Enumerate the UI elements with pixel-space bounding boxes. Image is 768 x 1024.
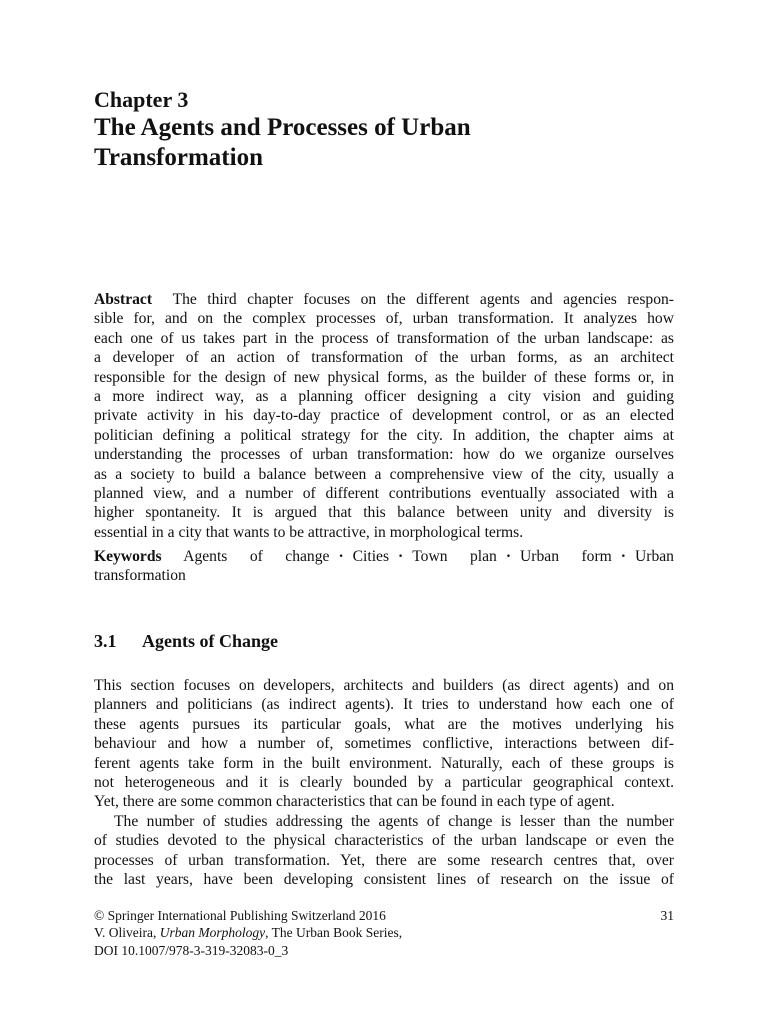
abstract-line: each one of us takes part in the process of transformation of the urban landscape: as <box>94 329 674 347</box>
abstract-heading: Abstract <box>94 291 153 308</box>
body-line: these agents pursues its particular goals, what are the motives underlying his <box>94 715 674 733</box>
footer <box>94 907 674 959</box>
abstract <box>94 290 674 542</box>
paragraph <box>94 676 674 812</box>
keyword-separator: · <box>398 548 404 565</box>
page-number: 31 <box>660 908 674 923</box>
body-line: This section focuses on developers, architects and builders (as direct agents) and on <box>94 677 674 694</box>
abstract-line: politician defining a political strategy for the city. In addition, the chapter aims at <box>94 426 674 444</box>
abstract-line: planned view, and a number of different contributions eventually associated with a <box>94 485 674 503</box>
body-line: Yet, there are some common characteristics that can be found in each type of agent. <box>94 793 615 811</box>
abstract-line: a more indirect way, as a planning officer designing a city vision and guiding <box>94 388 674 406</box>
book-title: Urban Morphology <box>159 925 266 941</box>
doi: DOI 10.1007/978-3-319-32083-0_3 <box>94 942 289 958</box>
keywords-heading: Keywords <box>94 548 162 565</box>
section-number: 3.1 <box>94 631 117 651</box>
body-line: behaviour and how a number of, sometimes conflictive, interactions between dif- <box>94 735 674 753</box>
keyword-item: Town plan <box>412 548 497 565</box>
citation: V. Oliveira, Urban Morphology, The Urban Book Series, <box>94 925 403 941</box>
keyword-item: Urban form <box>520 548 612 565</box>
body-line: ferent agents take form in the built environment. Naturally, each of these groups is <box>94 754 674 772</box>
chapter-title-line-1: The Agents and Processes of Urban <box>94 114 471 141</box>
abstract-line: understanding the processes of urban transformation: how do we organize ourselves <box>94 446 674 464</box>
abstract-line: essential in a city that wants to be attractive, in morphological terms. <box>94 523 524 541</box>
keyword-separator: · <box>505 548 512 565</box>
section-title: Agents of Change <box>142 631 279 651</box>
abstract-line: sible for, and on the complex processes of, urban transformation. It analyzes how <box>94 310 674 328</box>
abstract-line: private activity in his day-to-day practice of development control, or as an elected <box>94 407 674 425</box>
abstract-line: a developer of an action of transformation of the urban forms, as an architect <box>94 349 674 367</box>
body-line: not heterogeneous and it is clearly bounded by a particular geographical context. <box>94 774 674 792</box>
section-heading <box>94 629 278 653</box>
keyword-separator: · <box>620 548 626 565</box>
keyword-item: Cities <box>352 548 390 565</box>
chapter-title-line-2: Transformation <box>94 144 263 171</box>
body-line: processes of urban transformation. Yet, there are some research centres that, over <box>94 851 674 869</box>
body-line: of studies devoted to the physical characteristics of the urban landscape or even the <box>94 832 674 850</box>
keyword-item: Agents of change <box>183 548 330 565</box>
keyword-item-continued: transformation <box>94 567 186 585</box>
keywords <box>94 547 674 586</box>
paragraph <box>94 812 674 890</box>
body-line: the last years, have been developing consistent lines of research on the issue of <box>94 871 674 889</box>
chapter-label: Chapter 3 <box>94 87 189 112</box>
abstract-line: Abstract The third chapter focuses on the different agents and agencies respon- <box>94 291 674 308</box>
body-line: planners and politicians (as indirect agents). It tries to understand how each one of <box>94 696 674 714</box>
keyword-item: Urban <box>635 548 674 565</box>
abstract-line: higher spontaneity. It is argued that this balance between unity and diversity is <box>94 504 674 522</box>
chapter-title <box>94 113 674 173</box>
copyright-notice: © Springer International Publishing Switzerland 2016 <box>94 908 386 923</box>
keyword-separator: · <box>338 548 344 565</box>
body-line: The number of studies addressing the agents of change is lesser than the number <box>114 812 674 830</box>
body-text <box>94 676 674 889</box>
abstract-line: responsible for the design of new physical forms, as the builder of these forms or, in <box>94 368 674 386</box>
abstract-line: as a society to build a balance between a comprehensive view of the city, usually a <box>94 465 674 483</box>
